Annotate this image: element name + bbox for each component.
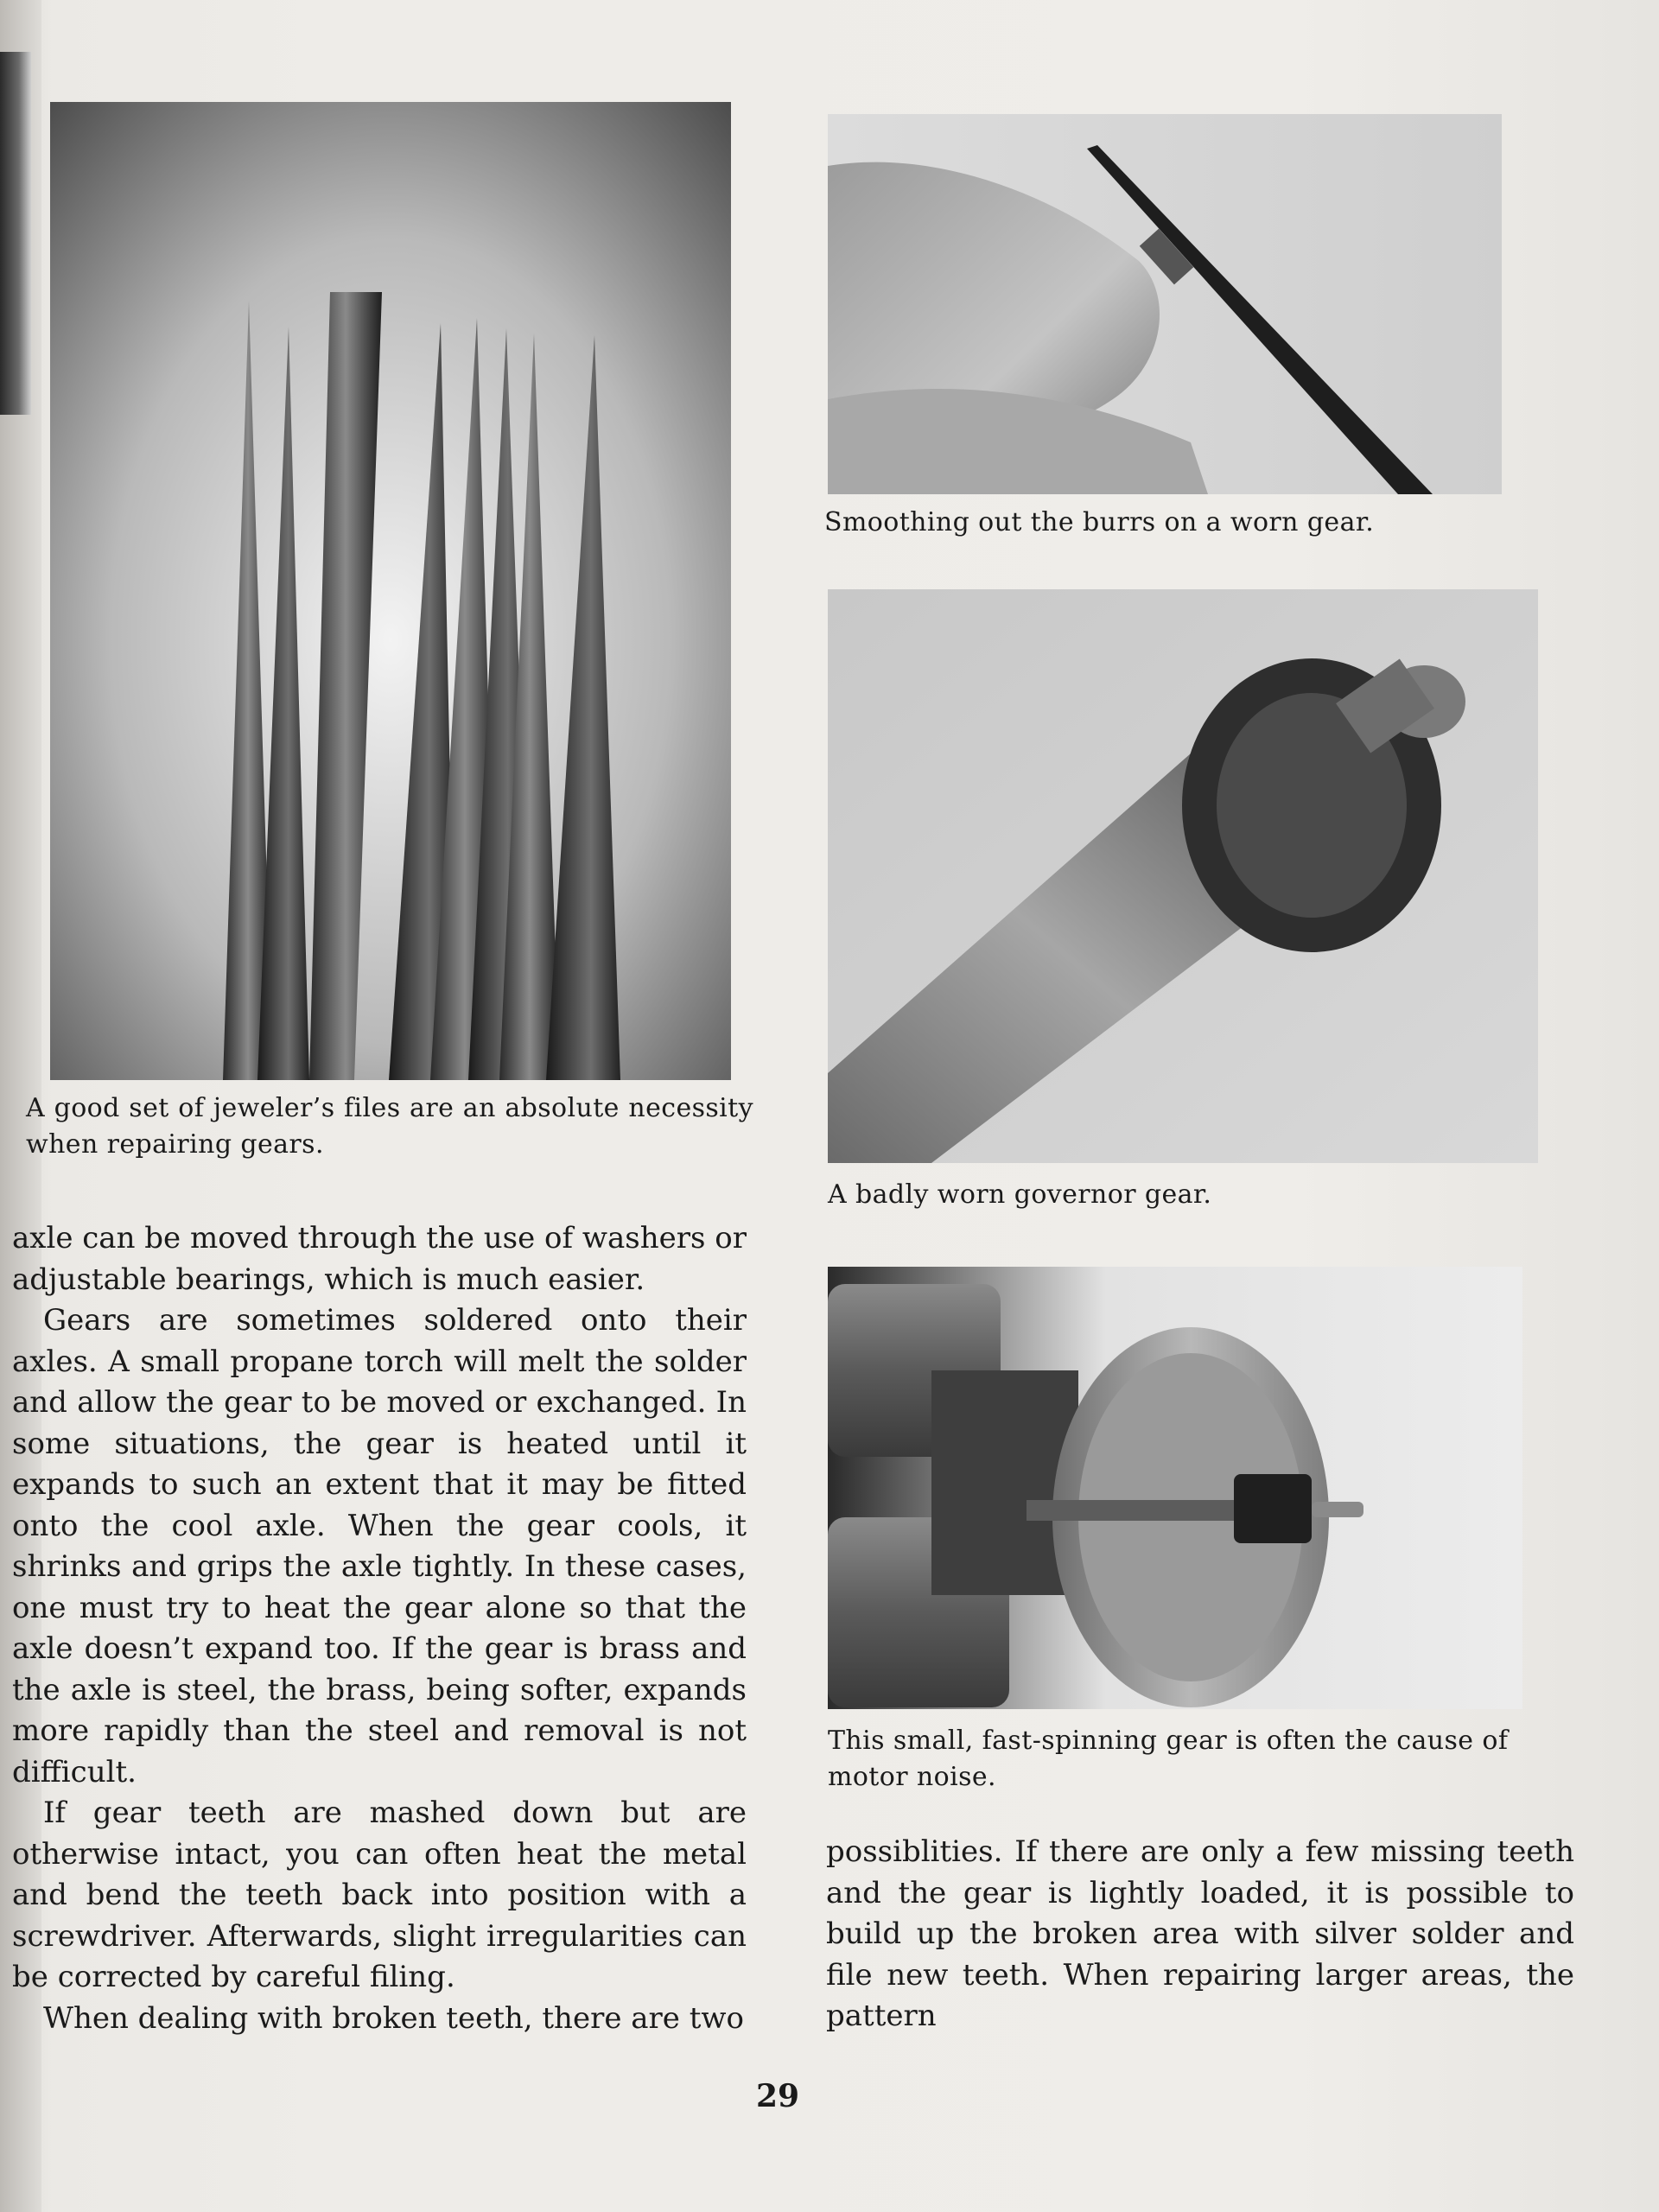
left-paragraph-4: When dealing with broken teeth, there are two [43,2000,744,2036]
jewelers-files-caption: A good set of jeweler’s files are an absolute necessity when repairing gears. [26,1093,753,1160]
governor-gear-photo [828,589,1538,1163]
jewelers-files-photo [50,102,731,1080]
left-column-text [12,1218,747,2039]
governor-gear-caption: A badly worn governor gear. [828,1179,1212,1210]
right-paragraph-1: possiblities. If there are only a few missing teeth and the gear is lightly loaded, it is possible to build up the broken area with silver solder and file new teeth. When repairing larger areas, the pattern [826,1834,1574,2033]
facing-page-strip [0,52,31,415]
smoothing-burrs-photo [828,114,1502,494]
smoothing-burrs-caption: Smoothing out the burrs on a worn gear. [824,507,1375,537]
left-paragraph-3: If gear teeth are mashed down but are otherwise intact, you can often heat the metal and bend the teeth back into position with a screwdriver. Afterwards, slight irregularities can be corrected by careful filing. [12,1796,747,1994]
left-paragraph-2: Gears are sometimes soldered onto their axles. A small propane torch will melt the solder and allow the gear to be moved or exchanged. In some situations, the gear is heated until it expands to such an extent that it may be fitted onto the cool axle. When the gear cools, it shrinks and grips the axle tightly. In these cases, one must try to heat the gear alone so that the axle doesn’t expand too. If the gear is brass and the axle is steel, the brass, being softer, expands more rapidly than the steel and removal is not difficult. [12,1303,747,1789]
page-number: 29 [755,2078,800,2114]
right-column-text [826,1832,1574,2037]
small-gear-caption: This small, fast-spinning gear is often the cause of motor noise. [828,1726,1509,1792]
left-paragraph-1: axle can be moved through the use of washers or adjustable bearings, which is much easier. [12,1221,747,1297]
small-gear-photo [828,1267,1522,1709]
